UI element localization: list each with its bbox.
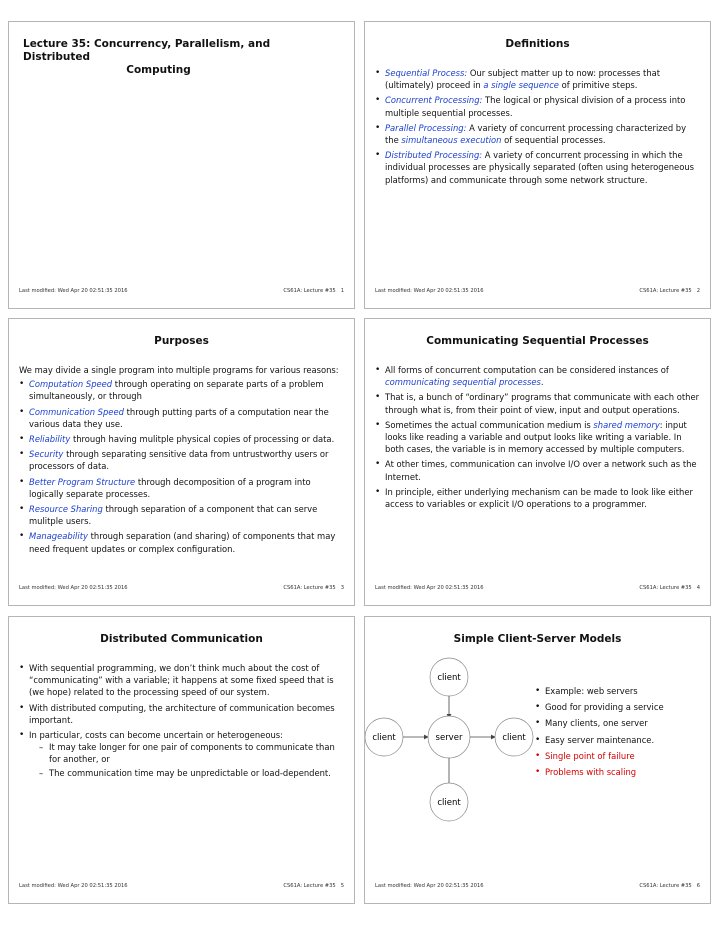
list-item: • Manageability through separation (and sharing) of components that may need frequent updates or complex configuration. (19, 530, 344, 554)
list-item-warning: • Problems with scaling (535, 766, 704, 778)
list-item: • At other times, communication can involve I/O over a network such as the Internet. (375, 458, 700, 482)
list-item: • Easy server maintenance. (535, 734, 704, 746)
list-item: • Security through separating sensitive data from untrustworthy users or processors of data. (19, 448, 344, 472)
slide-title (23, 38, 314, 77)
list-item: • Concurrent Processing: The logical or physical division of a process into multiple sequential processes. (375, 94, 700, 118)
slide-body (375, 67, 700, 189)
slide-title: Distributed Communication (100, 633, 263, 645)
slide-body (19, 662, 344, 782)
client-server-diagram (365, 647, 545, 847)
slide-title: Definitions (505, 38, 570, 50)
footer-page: 1 (340, 288, 344, 294)
sub-list-item: – The communication time may be unpredictable or load-dependent. (39, 767, 344, 779)
sub-list-item: – It may take longer for one pair of components to communicate than for another, or (39, 741, 344, 765)
slide-2: Definitions • Sequential Process: Our subject matter up to now: processes that (ultimately) proceed in a single sequence of primitive steps. • Concurrent Processing: The logical or physical division of a process into multiple sequential processes. • Parallel Processing: A variety of concurrent processing characterized by the simultaneous execution of sequential processes. • Distributed Processing: A variety of concurrent processing in which the individual processes are physically separated (often using heterogeneous platforms) and communicate through some network structure. Last modified: Wed Apr 20 02:51:35 2016 CS61A: Lecture #35 2 (364, 21, 711, 309)
title-line-1: Lecture 35: Concurrency, Parallelism, and Distributed (23, 38, 271, 63)
list-item: • Example: web servers (535, 685, 704, 697)
slide-5: Distributed Communication • With sequential programming, we don’t think much about the cost of “communicating” with a variable; it happens at some fixed speed that is (we hope) related to the processing speed of our system. • With distributed computing, the architecture of communication becomes important. • In particular, costs can become uncertain or heterogeneous: – It may take longer for one pair of components to communicate than for another, or – The communication time may be unpredictable or load-dependent. Last modified: Wed Apr 20 02:51:35 2016 CS61A: Lecture #35 5 (8, 616, 355, 904)
list-item-warning: • Single point of failure (535, 750, 704, 762)
slide-body (375, 364, 700, 513)
intro-text: We may divide a single program into multiple programs for various reasons: (19, 365, 339, 375)
list-item: • In principle, either underlying mechanism can be made to look like either access to variables or explicit I/O operations to a programmer. (375, 486, 700, 510)
list-item: • Reliability through having mulitple physical copies of processing or data. (19, 433, 344, 445)
node-label: client (437, 798, 461, 808)
list-item: • That is, a bunch of “ordinary” programs that communicate with each other through what is, from their point of view, input and output operations. (375, 391, 700, 415)
footer-modified: Last modified: Wed Apr 20 02:51:35 2016 (19, 288, 128, 294)
list-item: • Many clients, one server (535, 717, 704, 729)
list-item: • In particular, costs can become uncertain or heterogeneous: – It may take longer for one pair of components to communicate than for another, or – The communication time may be unpredictable or load-dependent. (19, 729, 344, 779)
list-item: • With distributed computing, the architecture of communication becomes important. (19, 702, 344, 726)
list-item: • Distributed Processing: A variety of concurrent processing in which the individual processes are physically separated (often using heterogeneous platforms) and communicate through some network structure. (375, 149, 700, 186)
list-item: • Communication Speed through putting parts of a computation near the various data they use. (19, 406, 344, 430)
list-item: • Computation Speed through operating on separate parts of a problem simultaneously, or through (19, 378, 344, 402)
slide-body (535, 685, 704, 782)
node-label: client (502, 733, 526, 743)
slide-3: Purposes We may divide a single program into multiple programs for various reasons: • Computation Speed through operating on separate parts of a problem simultaneously, or through • Communication Speed through putting parts of a computation near the various data they use. • Reliability through having mulitple physical copies of processing or data. • Security through separating sensitive data from untrustworthy users or processors of data. • Better Program Structure through decomposition of a program into logically separate processes. • Resource Sharing through separation of a component that can serve mulitple users. • Manageability through separation (and sharing) of components that may need frequent updates or complex configuration. Last modified: Wed Apr 20 02:51:35 2016 CS61A: Lecture #35 3 (8, 318, 355, 606)
slide-body (19, 364, 344, 558)
list-item: • All forms of concurrent computation can be considered instances of communicating sequential processes. (375, 364, 700, 388)
title-line-2: Computing (126, 64, 191, 76)
list-item: • Sequential Process: Our subject matter up to now: processes that (ultimately) proceed in a single sequence of primitive steps. (375, 67, 700, 91)
node-label: server (435, 733, 463, 743)
node-label: client (372, 733, 396, 743)
slide-4: Communicating Sequential Processes • All forms of concurrent computation can be considered instances of communicating sequential processes. • That is, a bunch of “ordinary” programs that communicate with each other through what is, from their point of view, input and output operations. • Sometimes the actual communication medium is shared memory: input looks like reading a variable and output looks like writing a variable. In both cases, the variable is in memory accessed by multiple computers. • At other times, communication can involve I/O over a network such as the Internet. • In principle, either underlying mechanism can be made to look like either access to variables or explicit I/O operations to a programmer. Last modified: Wed Apr 20 02:51:35 2016 CS61A: Lecture #35 4 (364, 318, 711, 606)
slide-title: Purposes (154, 335, 209, 347)
slide-6: Simple Client-Server Models client client server client client • Example: web servers • Good for providing a service • Many clients, one server • Easy server maintenance. • Single point of failure • Problems with scaling Last modified: Wed Apr 20 02:51:35 2016 CS61A: Lecture #35 6 (364, 616, 711, 904)
list-item: • Resource Sharing through separation of a component that can serve mulitple users. (19, 503, 344, 527)
slide-1 (8, 21, 355, 309)
slide-title: Simple Client-Server Models (453, 633, 622, 645)
list-item: • Parallel Processing: A variety of concurrent processing characterized by the simultaneous execution of sequential processes. (375, 122, 700, 146)
list-item: • With sequential programming, we don’t think much about the cost of “communicating” with a variable; it happens at some fixed speed that is (we hope) related to the processing speed of our system. (19, 662, 344, 699)
footer-course: CS61A: Lecture #35 (283, 288, 336, 294)
list-item: • Good for providing a service (535, 701, 704, 713)
node-label: client (437, 673, 461, 683)
list-item: • Better Program Structure through decomposition of a program into logically separate processes. (19, 476, 344, 500)
slide-title: Communicating Sequential Processes (426, 335, 649, 347)
list-item: • Sometimes the actual communication medium is shared memory: input looks like reading a variable and output looks like writing a variable. In both cases, the variable is in memory accessed by multiple computers. (375, 419, 700, 456)
